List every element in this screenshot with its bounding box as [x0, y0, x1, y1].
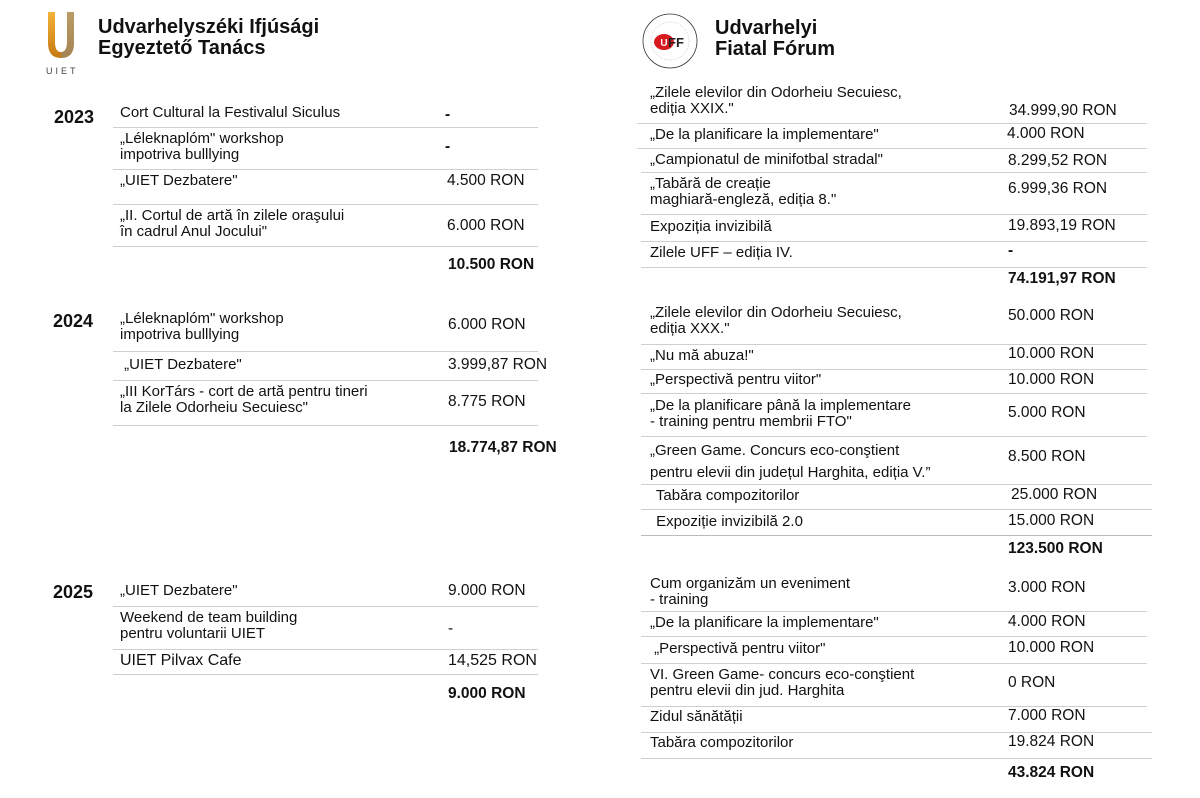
table-row	[641, 707, 1152, 733]
table-row	[641, 664, 1147, 707]
uff-logo-seal	[642, 13, 698, 69]
item-label: „Zilele elevilor din Odorheiu Secuiesc, ediția XXX."	[650, 304, 902, 337]
item-label: „Nu mă abuza!"	[650, 347, 754, 364]
item-value: 5.000 RON	[1008, 404, 1086, 421]
table-row	[113, 128, 538, 170]
uiet-logo-mark	[46, 10, 76, 60]
item-label: Tabăra compozitorilor	[650, 734, 794, 751]
table-row	[637, 124, 1147, 149]
table-row	[641, 173, 1147, 215]
item-value: 6.999,36 RON	[1008, 180, 1108, 197]
item-label: „Zilele elevilor din Odorheiu Secuiesc, ediția XXIX."	[650, 84, 902, 117]
left-title-line2: Egyeztető Tanács	[98, 37, 266, 59]
item-value: 19.824 RON	[1008, 733, 1095, 750]
item-value: 4.000 RON	[1008, 613, 1086, 630]
item-value: 34.999,90 RON	[1009, 102, 1117, 119]
table-row	[641, 612, 1147, 637]
uiet-logo	[46, 10, 79, 76]
table-row	[113, 205, 538, 247]
right-title	[715, 18, 835, 60]
item-value: 3.999,87 RON	[448, 356, 548, 373]
group-total: 43.824 RON	[1008, 764, 1095, 781]
table-row	[113, 352, 548, 381]
item-label: „II. Cortul de artă în zilele oraşului în cadrul Anul Jocului"	[120, 207, 345, 240]
table-row	[641, 345, 1147, 370]
item-value: -	[1008, 242, 1014, 259]
table-row	[641, 149, 1147, 173]
item-value: 9.000 RON	[448, 582, 526, 599]
item-label: UIET Pilvax Cafe	[120, 652, 242, 669]
item-label: „Tabără de creație maghiară-engleză, ediția 8."	[650, 175, 837, 208]
item-label: Tabăra compozitorilor	[652, 487, 800, 504]
table-row	[641, 242, 1147, 268]
item-label: „UIET Dezbatere"	[120, 356, 242, 373]
table-row	[641, 394, 1147, 437]
item-value: 8.775 RON	[448, 393, 526, 410]
item-label: „UIET Dezbatere"	[120, 582, 238, 599]
table-row	[637, 83, 1147, 124]
item-value: 10.000 RON	[1008, 639, 1095, 656]
item-value: 14,525 RON	[448, 652, 537, 669]
table-row	[113, 170, 538, 205]
table-row	[113, 309, 538, 352]
item-label: „De la planificare la implementare"	[650, 126, 879, 143]
item-label: „De la planificare la implementare"	[650, 614, 879, 631]
item-label: VI. Green Game- concurs eco-conştient pentru elevii din jud. Harghita	[650, 666, 915, 699]
item-label: „Léleknaplóm" workshop impotriva bulllying	[120, 130, 284, 163]
table-row	[641, 370, 1147, 394]
table-row	[641, 510, 1152, 536]
table-row	[113, 381, 538, 426]
item-label: „Campionatul de minifotbal stradal"	[650, 151, 883, 168]
item-value: -	[445, 106, 451, 123]
item-label: Weekend de team building pentru voluntarii UIET	[120, 609, 298, 642]
item-label: Expoziția invizibilă	[650, 218, 772, 235]
group-total: 123.500 RON	[1008, 540, 1103, 557]
year-total: 10.500 RON	[448, 256, 535, 273]
item-value: 0 RON	[1008, 674, 1056, 691]
table-row	[641, 733, 1152, 759]
item-label: „III KorTárs - cort de artă pentru tineri la Zilele Odorheiu Secuiesc"	[120, 383, 368, 416]
item-value: 10.000 RON	[1008, 371, 1095, 388]
table-row	[641, 302, 1147, 345]
item-value: 15.000 RON	[1008, 512, 1095, 529]
right-title-line1: Udvarhelyi	[715, 17, 818, 39]
item-label: „Perspectivă pentru viitor"	[650, 640, 826, 657]
item-label: Zidul sănătății	[650, 708, 743, 725]
item-label: „UIET Dezbatere"	[120, 172, 238, 189]
svg-text:FF: FF	[668, 35, 684, 50]
item-value: 7.000 RON	[1008, 707, 1086, 724]
item-value: 6.000 RON	[448, 316, 526, 333]
table-row	[641, 573, 1147, 612]
item-label: Zilele UFF – ediția IV.	[650, 244, 793, 261]
year-label: 2025	[53, 582, 94, 602]
year-label: 2024	[53, 311, 94, 331]
table-row	[641, 637, 1147, 664]
table-row	[641, 215, 1147, 242]
right-title-line2: Fiatal Fórum	[715, 38, 836, 60]
left-title	[98, 17, 319, 59]
item-value: -	[445, 138, 451, 155]
table-row	[113, 575, 538, 607]
table-row	[641, 485, 1152, 510]
item-label: „Perspectivă pentru viitor"	[650, 371, 822, 388]
left-title-line1: Udvarhelyszéki Ifjúsági	[98, 16, 320, 38]
year-total: 18.774,87 RON	[449, 439, 557, 456]
item-label: Cum organizăm un eveniment - training	[650, 575, 851, 608]
group-total: 74.191,97 RON	[1008, 270, 1116, 287]
item-value: 3.000 RON	[1008, 579, 1086, 596]
item-value: 50.000 RON	[1008, 307, 1095, 324]
item-value: 6.000 RON	[447, 217, 525, 234]
item-label: Expoziție invizibilă 2.0	[652, 513, 803, 530]
item-value: 8.299,52 RON	[1008, 152, 1108, 169]
item-value: 10.000 RON	[1008, 345, 1095, 362]
item-value: 4.000 RON	[1007, 125, 1085, 142]
item-label: „De la planificare până la implementare - training pentru membrii FTO"	[650, 397, 911, 430]
item-value: -	[448, 620, 454, 637]
table-row	[641, 437, 1152, 485]
item-value: 8.500 RON	[1008, 448, 1086, 465]
item-value: 4.500 RON	[447, 172, 525, 189]
uiet-logo-text: UIET	[46, 66, 79, 76]
year-label: 2023	[54, 107, 95, 127]
item-label: „Léleknaplóm" workshop impotriva bulllying	[120, 310, 284, 343]
svg-text:U: U	[660, 38, 668, 49]
item-value: 25.000 RON	[1011, 486, 1098, 503]
year-total: 9.000 RON	[448, 685, 526, 702]
table-row	[113, 650, 538, 675]
table-row	[113, 607, 538, 650]
table-row	[113, 100, 538, 128]
item-label: „Green Game. Concurs eco-conştient pentru elevii din județul Harghita, ediția V.”	[650, 442, 931, 481]
item-value: 19.893,19 RON	[1008, 217, 1116, 234]
item-label: Cort Cultural la Festivalul Siculus	[120, 104, 341, 121]
uff-logo	[642, 13, 698, 69]
